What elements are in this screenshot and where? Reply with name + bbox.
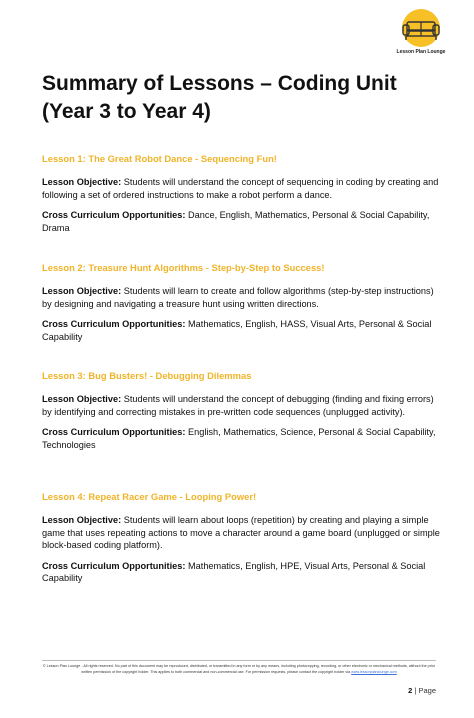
lesson-1-objective (42, 176, 440, 201)
cross-curriculum-label: Cross Curriculum Opportunities: (42, 210, 186, 221)
lesson-plan-lounge-logo (392, 8, 450, 58)
cross-curriculum-label: Cross Curriculum Opportunities: (42, 319, 186, 330)
footer-divider (42, 660, 436, 661)
page-separator: | (412, 686, 419, 695)
cross-curriculum-text: Mathematics, English, HASS, Visual Arts, Personal & Social Capability (42, 319, 432, 342)
objective-label: Lesson Objective: (42, 515, 122, 525)
lesson-1-cross-curriculum (42, 209, 440, 234)
lesson-4-section (42, 491, 440, 593)
objective-text: Students will learn about loops (repetition) by creating and playing a simple game that uses repeating actions to move a character around a game board (unplugged or simple block-based coding platform). (42, 515, 440, 551)
page-number-value: 2 (408, 686, 413, 695)
objective-label: Lesson Objective: (42, 286, 122, 296)
cross-curriculum-label: Cross Curriculum Opportunities: (42, 427, 186, 438)
copyright-notice (42, 664, 436, 675)
objective-label: Lesson Objective: (42, 394, 122, 404)
lesson-1-heading: Lesson 1: The Great Robot Dance - Sequencing Fun! (42, 153, 277, 164)
page-label: Page (418, 686, 436, 695)
objective-text: Students will learn to create and follow algorithms (step-by-step instructions) by designing and navigating a treasure hunt using written directions. (42, 286, 434, 309)
cross-curriculum-text: English, Mathematics, Science, Personal & Social Capability, Technologies (42, 427, 436, 450)
page-title: Summary of Lessons – Coding Unit (Year 3 to Year 4) (42, 72, 397, 123)
couch-logo-icon (392, 8, 450, 48)
cross-curriculum-label: Cross Curriculum Opportunities: (42, 560, 186, 571)
lesson-4-heading: Lesson 4: Repeat Racer Game - Looping Power! (42, 491, 257, 502)
lesson-3-section (42, 370, 440, 459)
lesson-3-cross-curriculum (42, 426, 440, 451)
page-number (408, 686, 436, 695)
lesson-4-objective (42, 514, 440, 552)
lesson-1-section (42, 153, 440, 242)
lesson-3-heading: Lesson 3: Bug Busters! - Debugging Dilemmas (42, 370, 252, 381)
lesson-4-cross-curriculum (42, 560, 440, 585)
lesson-3-objective (42, 393, 440, 418)
cross-curriculum-text: Dance, English, Mathematics, Personal & Social Capability, Drama (42, 210, 430, 233)
lesson-2-cross-curriculum (42, 318, 440, 343)
objective-label: Lesson Objective: (42, 177, 122, 187)
lesson-2-objective (42, 285, 440, 310)
lesson-2-section (42, 262, 440, 351)
cross-curriculum-text: Mathematics, English, HPE, Visual Arts, Personal & Social Capability (42, 560, 426, 584)
logo-text: Lesson Plan Lounge (396, 49, 446, 55)
website-link[interactable]: www.lessonplanlounge.com (351, 669, 397, 674)
objective-text: Students will understand the concept of sequencing in coding by creating and following a set of ordered instructions to make a robot perform a dance. (42, 177, 439, 200)
lesson-2-heading: Lesson 2: Treasure Hunt Algorithms - Step-by-Step to Success! (42, 262, 325, 273)
copyright-text: © Lesson Plan Lounge - All rights reserved. No part of this document may be reproduced, distributed, or transmitted in any form or by any means, including photocopying, recording, or other electronic or mechanical methods, without the prior written permission of the copyright holder. This applies to both commercial and non-commercial use. For permission requests, please contact the copyright holder via (42, 664, 436, 674)
objective-text: Students will understand the concept of debugging (finding and fixing errors) by identifying and correcting mistakes in pre-written code sequences (unplugged activity). (42, 394, 434, 417)
